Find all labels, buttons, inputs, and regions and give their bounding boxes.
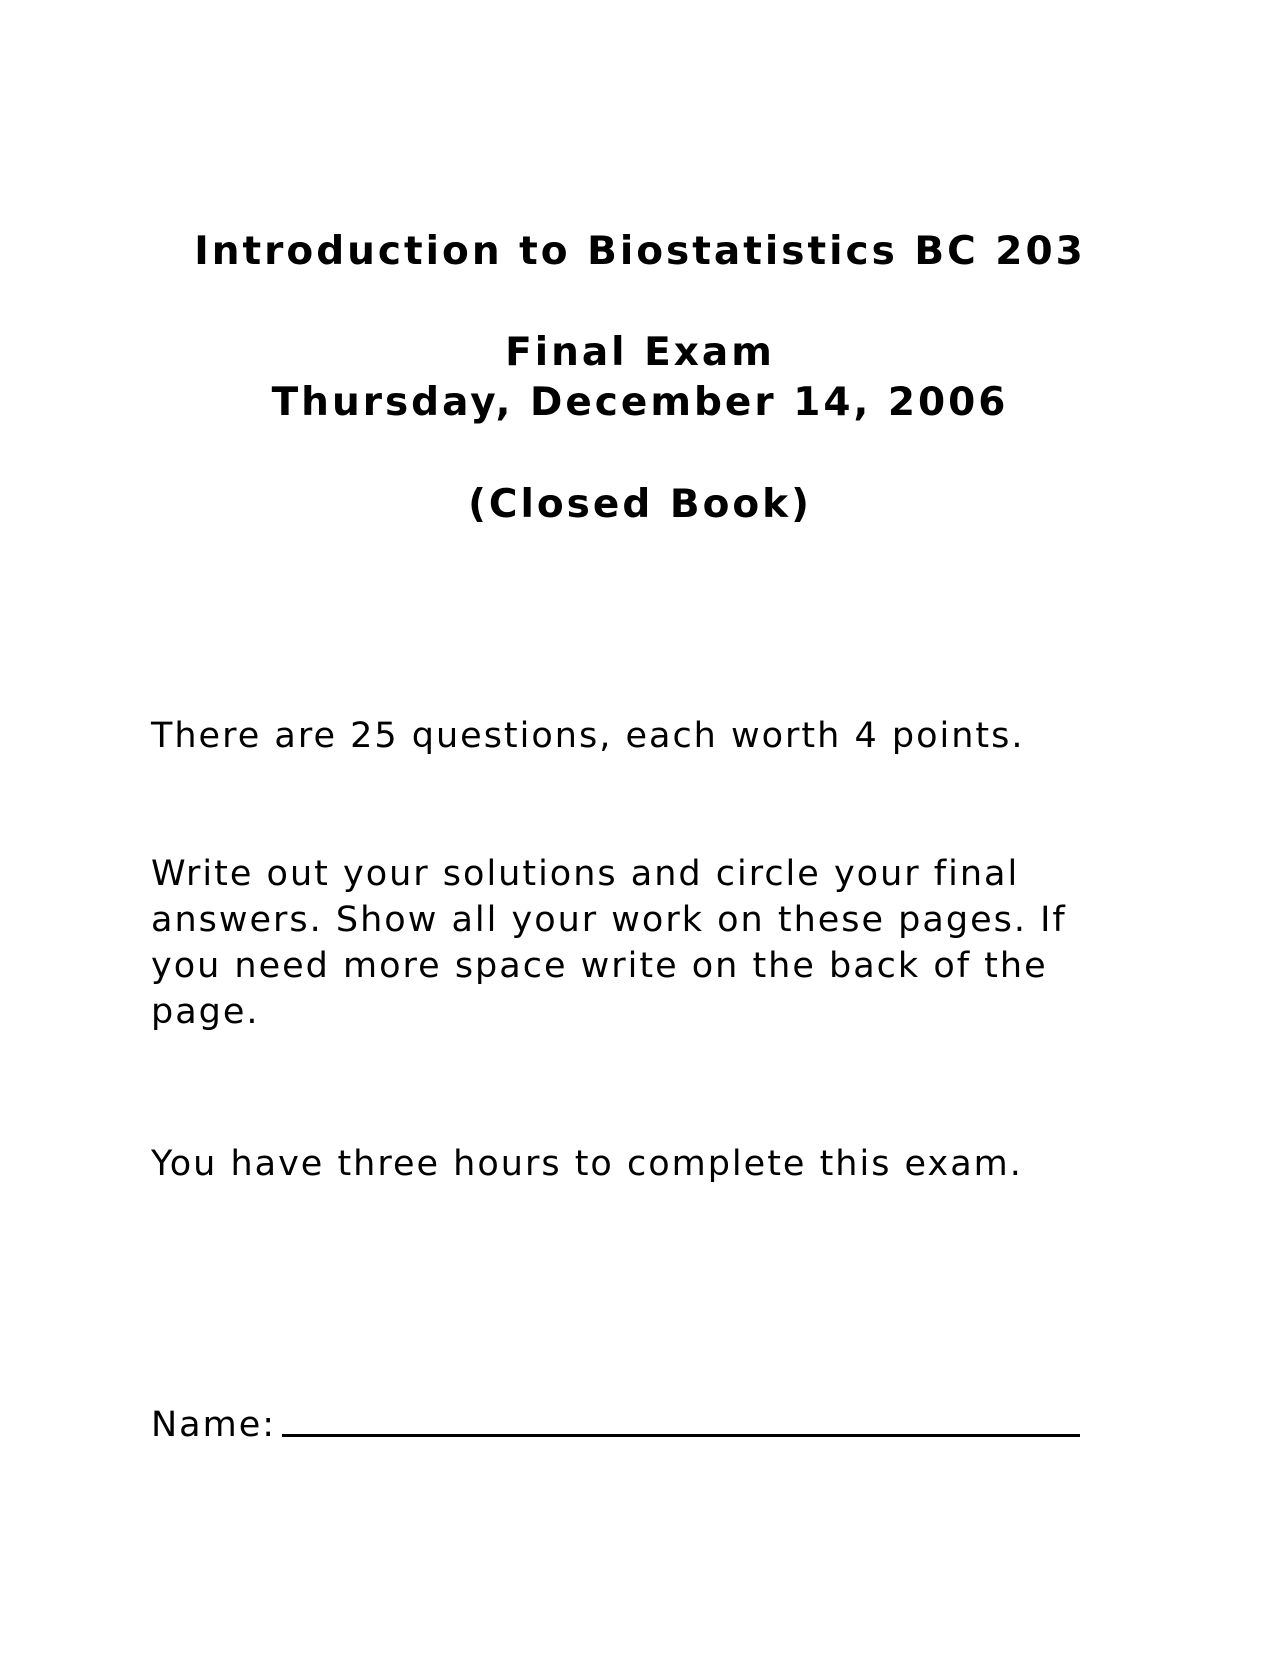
name-label: Name: (151, 1405, 277, 1445)
time-note: You have three hours to complete this exam. (151, 1144, 1023, 1184)
course-title: Introduction to Biostatistics BC 203 (194, 229, 1086, 274)
exam-name: Final Exam (505, 330, 775, 375)
exam-type: (Closed Book) (468, 482, 812, 527)
exam-date: Thursday, December 14, 2006 (271, 380, 1009, 425)
instructions-paragraph: Write out your solutions and circle your final answers. Show all your work on these pages. If you need more space write on the back of the page. (151, 854, 1067, 1032)
questions-note: There are 25 questions, each worth 4 points. (151, 716, 1025, 756)
name-blank-line[interactable] (282, 1434, 1080, 1437)
name-field (151, 1405, 1080, 1445)
